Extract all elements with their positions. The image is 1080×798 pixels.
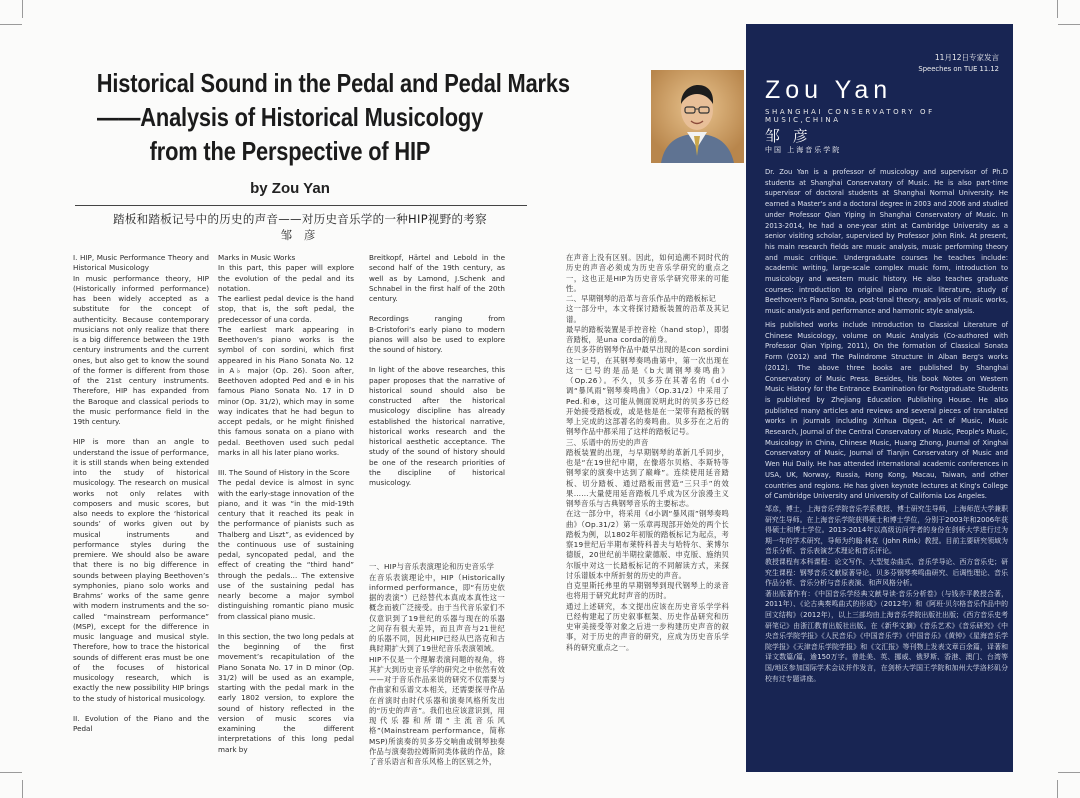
section-heading: 一、HIP与音乐表演理论和历史音乐学: [369, 562, 495, 572]
paragraph: 踏板装置的出现，与早期钢琴的革新几乎同步，也是“在19世纪中期，在像塔尔贝格、李斯特等钢琴家的演奏中达到了巅峰”。连续使用延音踏板、切分踏板、通过踏板而营造“三只手”的效果……大量使用延音踏板几乎成为区分浪漫主义钢琴音乐与古典钢琴音乐的主要标志。: [566, 447, 729, 508]
paragraph: The earliest mark appearing in Beethoven’s piano works is the symbol of con sordini, which first appeared in his Piano Sonata No. 12 in A♭ major (Op. 26). Soon after, Beethoven adopted Ped and ⊕ in his famous Piano Sonata No. 17 in D minor (Op. 31/2), which may in some way indicates that he had begun to accept pedals, or he might finished this famous sonata on a piano with pedal. Beethoven used such pedal marks in all his later piano works.: [218, 324, 354, 457]
paragraph: 在音乐表演理论中，HIP（Historically informed performance，即“有历史依据的表演”）已经替代本真成本真性这一概念而被广泛接受。由于当代音乐家们不仅意识到了19世纪的乐器与现在的乐器之间存有很大差异，而且声音与21世纪的乐器不同，因此HIP已经从巴洛克和古典时期扩大到了19世纪音乐表演领域。: [369, 572, 505, 654]
section-heading: 二、早期钢琴的沿革与音乐作品中的踏板标记: [566, 294, 716, 303]
crop-mark: [1058, 24, 1080, 25]
paragraph: 通过上述研究，本文提出应该在历史音乐学学科已经构建起了历史叙事框架、历史作品研究和历史审美接受等对象之后进一步构建历史声音的叙事，对于历史的声音的研究，应成为历史音乐学科的研究重点之一。: [566, 601, 729, 652]
paragraph: In this section, the two long pedals at the beginning of the first movement’s recapitulation of the Piano Sonata No. 17 in D minor (Op. 31/2) will be used as an example, starting with the pedal mark in the early 1802 version, to explore the sound of history reflected in the version of music scores via examining the different interpretations of this long pedal mark by: [218, 631, 354, 754]
paragraph: 在这一部分中，将采用《d小调“暴风雨”钢琴奏鸣曲》（Op.31/2）第一乐章再现部开始处的两个长踏板为例，以1802年初版的踏板标记为起点，考察19世纪后半期布莱特科普夫与哈特尔、莱博尔德版，20世纪前半期拉蒙德版、申克版、施纳贝尔版中对这一长踏板标记的不同解读方式，来探讨乐谱版本中所折射的历史的声音。: [566, 509, 729, 580]
paragraph: Recordings ranging from B·Cristofori’s early piano to modern pianos will also be used to explore the sound of history.: [369, 314, 505, 354]
paragraph: The pedal device is almost in sync with the early-stage innovation of the piano, and it was “in the mid-19th century that it reached its peak in the performance of pianists such as Thalberg and Liszt”, as evidenced by the continuous use of sustaining pedal, syncopated pedal, and the effect of creating the “third hand” through the pedals... The extensive use of the sustaining pedal has nearly become a major symbol distinguishing romantic piano music from classical piano music.: [218, 478, 354, 621]
paragraph: In music performance theory, HIP (Historically informed performance) has been widely accepted as a substitute for the concept of authenticity. Because contemporary musicians not only realize that there is a big difference between the 19th century instruments and the current ones, but also get to know the sound of the former is different from those of the 21st century instruments. Therefore, HIP has expanded from the Baroque and classical periods to the music performance field in the 19th century.: [73, 273, 209, 426]
paragraph: Breitkopf, Härtel and Lebold in the second half of the 19th century, as well as by Lamond, J.Schenk and Schnabel in the first half of the 20th century.: [369, 253, 505, 303]
paragraph: HIP不仅是一个理解表演问题的视角，将其扩大到历史音乐学的研究之中依然有效——对于音乐作品来说的研究不仅需要与作曲家和乐谱文本相关，还需要探寻作品在首演时由时代乐器和演奏风格所发出的“历史的声音”。我们也应该意识到，用现代乐器和所谓“主流音乐风格”(Mainstream performance，简称MSP)所演奏的贝多芬交响曲或钢琴独奏作品与演奏勃拉姆斯同类体裁的作品，除了音乐语言和音乐风格上的区别之外，: [369, 654, 505, 766]
session-date-cn: 11月12日专家发言: [934, 53, 999, 62]
paragraph: In this part, this paper will explore the evolution of the pedal and its notation.: [218, 263, 354, 293]
article-column-1: [73, 253, 209, 738]
crop-mark: [1057, 780, 1058, 798]
bio-paragraph: His published works include Introduction to Classical Literature of Chinese Musicology, volume on Music Analysis (Co-authored with Professor Qian Yiping, 2011), On the formation of Classical Sonata Form (2012) and The Palindrome Structure in Alban Berg's works (2012). The above three books are published by Shanghai Conservatory of Music Press. Besides, his book Notes on Western Music History for the Entrance Examination for Postgraduate Students is published by Zhejiang Education Publishing House. He also published many articles and reviews and several pieces of translated works in journals including Xinhua Digest, Art of Music, Music Research, Journal of the Central Conservatory of Music, People's Music, Musicology in China, Chinese Music, Huang Zhong, Journal of Xinghai Conservatory of Music, Journal of Tianjin Conservatory of Music and Wen Hui Daily. He has attended international academic conferences in USA, UK, Norway, Russia, Hong Kong, Macau, Taiwan, and other countries and regions. He has given keynote lectures at King's College of Cambridge University and University of California Los Angeles.: [765, 321, 1008, 501]
bio-paragraph: 教授课程有本科课程：论文写作、大型复杂曲式、音乐学导论、西方音乐史；研究生课程：钢琴音乐文献原著导论、贝多芬钢琴奏鸣曲研究、后调性理论、音乐作品分析、音乐分析与音乐表演、和声风格分析。: [765, 557, 1008, 588]
article-column-4: [566, 253, 729, 703]
crop-mark: [1057, 0, 1058, 18]
paragraph: 在声音上没有区别。因此，如何追溯不同时代的历史的声音必须成为历史音乐学研究的重点之一，这也正是HIP为历史音乐学研究带来的可能性。: [566, 253, 729, 293]
section-heading: I. HIP, Music Performance Theory and Historical Musicology: [73, 253, 209, 273]
bio-paragraph: Dr. Zou Yan is a professor of musicology and supervisor of Ph.D students at Shanghai Conservatory of Music. He is also part-time supervisor of doctoral students at Shanghai Normal University. He earned a Master's and a doctoral degree in 2003 and 2006 and studied under Professor Qian Yiping in Shanghai Conservatory of Music. In 2013-2014, he had a one-year stint at Cambridge University as a senior visiting scholar, supervised by Professor John Rink. At present, his main research fields are music analysis, music performing theory and music critique. Undergraduate courses he teaches include: academic writing, large-scale complex music form, introduction to musicology and western music history. He also teaches graduate courses: introduction to original piano music literature, study of Beethoven's Piano Sonata, post-tonal theory, analysis of music works, music analysis and performance and harmonic style analysis.: [765, 168, 1008, 316]
chinese-text: [369, 562, 505, 767]
chinese-title: 踏板和踏板记号中的历史的声音——对历史音乐学的一种HIP视野的考察: [113, 212, 487, 226]
article-column-2: [218, 253, 354, 754]
bio-paragraph: 著出版著作有：《中国音乐学经典文献导读·音乐分析卷》（与钱亦平教授合著，2011年）、《论古典奏鸣曲式的形成》（2012年）和《阿班·贝尔格音乐作品中的回文结构》（2012年），以上三部均由上海音乐学院出版社出版；《西方音乐史考研笔记》由浙江教育出版社出版。在《新华文摘》《音乐艺术》《音乐研究》《中央音乐学院学报》《人民音乐》《中国音乐学》《中国音乐》《黄钟》《星海音乐学院学报》《天津音乐学院学报》和《文汇报》等刊物上发表文章百余篇，译著和译文数篇/篇，逾150万字。曾赴美、英、挪威、俄罗斯、香港、澳门、台湾等国/地区参加国际学术会议并作发言，在剑桥大学国王学院和加州大学洛杉矶分校有过专题讲座。: [765, 589, 1008, 683]
paragraph: In light of the above researches, this paper proposes that the narrative of historical sound should also be constructed after the historical musicology discipline has already established the historical narrative, historical works research and the historical aesthetic acceptance. The study of the sound of history should be one of the research priorities of the discipline of historical musicology.: [369, 365, 505, 487]
section-heading: Marks in Music Works: [218, 253, 296, 262]
author-photo: [651, 70, 744, 163]
speaker-panel: [746, 24, 1013, 772]
divider: [75, 205, 527, 206]
byline: by Zou Yan: [250, 180, 330, 197]
crop-mark: [22, 780, 23, 798]
bio-paragraph: 邹彦，博士，上海音乐学院音乐学系教授、博士研究生导师，上海师范大学兼职研究生导师。在上海音乐学院获得硕士和博士学位，分别于2003年和2006年获得硕士和博士学位。2013-2014年以高级访问学者的身份在剑桥大学进行过为期一年的学术研究，导师为约翰·林克（John Rink）教授。目前主要研究领域为音乐分析、音乐表演艺术理论和音乐评论。: [765, 505, 1008, 556]
bio-chinese: [765, 504, 1008, 684]
paragraph: 最早的踏板装置是手控音栓（hand stop），即弱音踏板，是una corda的前身。: [566, 324, 729, 344]
speaker-institution-cn: 中国 上海音乐学院: [765, 146, 842, 154]
paragraph: 这一部分中，本文将探讨踏板装置的沿革及其记谱。: [566, 304, 729, 324]
section-heading: II. Evolution of the Piano and the Pedal: [73, 713, 209, 733]
chinese-author: 邹 彦: [280, 228, 320, 242]
speaker-name-cn: 邹 彦: [765, 127, 812, 145]
crop-mark: [0, 772, 22, 773]
section-heading: III. The Sound of History in the Score: [218, 468, 350, 477]
article-column-3: [369, 253, 505, 766]
title-line: from the Perspective of HIP: [149, 136, 431, 166]
crop-mark: [0, 24, 22, 25]
paragraph: 自克里斯托弗里的早期钢琴到现代钢琴上的录音也将用于研究此时声音的历时。: [566, 581, 729, 601]
session-date-en: Speeches on TUE 11.12: [918, 65, 999, 73]
speaker-institution: SHANGHAI CONSERVATORY OF MUSIC,CHINA: [765, 108, 935, 124]
paragraph: HIP is more than an angle to understand the issue of performance, it is still stands when being extended into the study of historical musicology. The research on musical works not only relates with composers and music scores, but also needs to explore the ‘historical sounds’ of works given out by musical instruments and performance styles during the premiere. We should also be aware that there is no big difference in sounds between playing Beethoven’s symphonies, piano solo works and Brahms’ works of the same genre with modern instruments and the so-called “mainstream performance” (MSP), except for the difference in music language and musical style. Therefore, how to trace the historical sounds of different eras must be one of the focuses of historical musicology research, which is exactly the new possibility HIP brings to the study of historical musicology.: [73, 437, 209, 703]
crop-mark: [22, 0, 23, 18]
title-line: ——Analysis of Historical Musicology: [96, 102, 484, 132]
crop-mark: [1058, 772, 1080, 773]
article-title: [96, 66, 570, 168]
section-heading: 三、乐谱中的历史的声音: [566, 437, 649, 447]
speaker-name: Zou Yan: [765, 76, 893, 104]
paragraph: The earliest pedal device is the hand stop, that is, the soft pedal, the predecessor of una corda.: [218, 294, 354, 324]
title-line: Historical Sound in the Pedal and Pedal Marks: [96, 68, 570, 98]
paragraph: 在贝多芬的钢琴作品中最早出现的是con sordini这一记号，在其钢琴奏鸣曲第中，第一次出现在这一已号的是品是《b大调钢琴奏鸣曲》（Op.26）。不久，贝多芬在其著名的《d小调“暴风雨”钢琴奏鸣曲》（Op.31/2）中采用了Ped.和⊕，这可能从侧面说明此时的贝多芬已经开始接受踏板或，或是他是在一架带有踏板的钢琴上完成的这部著名的奏鸣曲。贝多芬在之后的钢琴作品中都采用了这样的踏板记号。: [566, 345, 729, 437]
portrait-illustration: [651, 70, 744, 163]
